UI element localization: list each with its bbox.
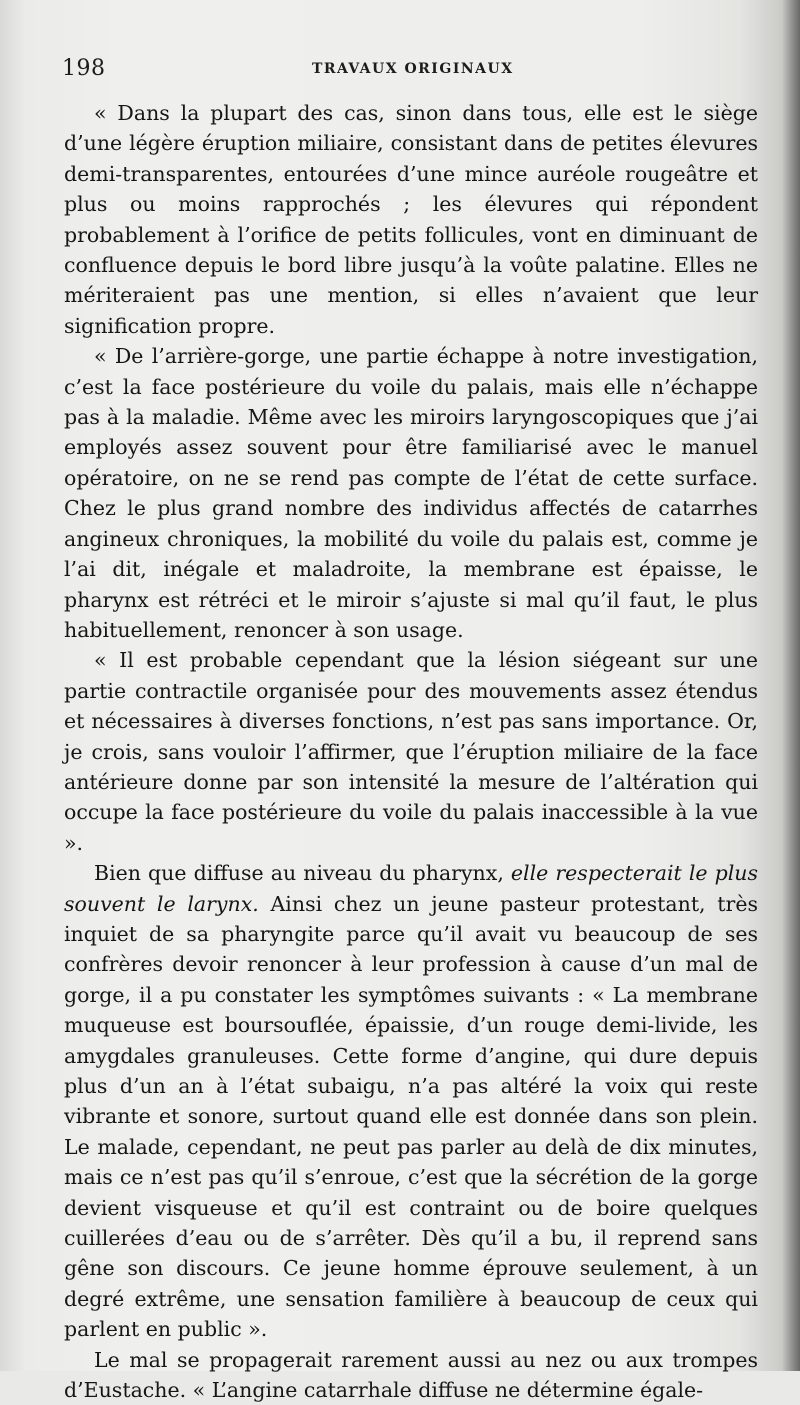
paragraph-5: Le mal se propagerait rarement aussi au nez ou aux trompes d’Eustache. « L’angine catarrhale diffuse ne détermine égale-	[64, 1347, 758, 1403]
page-number: 198	[62, 56, 106, 81]
paragraph-4	[64, 858, 758, 1345]
paragraph-4-italic: elle respecterait le plus souvent le larynx.	[64, 861, 758, 916]
paragraph-4-start: Bien que diffuse au niveau du pharynx,	[94, 861, 504, 886]
paragraph-2: « De l’arrière-gorge, une partie échappe à notre investigation, c’est la face postérieure du voile du palais, mais elle n’échappe pas à la maladie. Même avec les miroirs laryngoscopiques que j’ai employés assez souvent pour être familiarisé avec le manuel opératoire, on ne se rend pas compte de l’état de cette surface. Chez le plus grand nombre des individus affectés de catarrhes angineux chroniques, la mobilité du voile du palais est, comme je l’ai dit, inégale et maladroite, la membrane est épaisse, le pharynx est rétréci et le miroir s’ajuste si mal qu’il faut, le plus habituellement, renoncer à son usage.	[64, 344, 758, 642]
running-head: TRAVAUX ORIGINAUX	[312, 61, 514, 77]
binding-shadow	[782, 0, 800, 1371]
paragraph-4-rest: Ainsi chez un jeune pasteur protestant, très inquiet de sa pharyngite parce qu’il avait vu beaucoup de ses confrères devoir renoncer à leur profession à cause d’un mal de gorge, il a pu constater les symptômes suivants : « La membrane muqueuse est boursouflée, épaissie, d’un rouge demi-livide, les amygdales granuleuses. Cette forme d’angine, qui dure depuis plus d’un an à l’état subaigu, n’a pas altéré la voix qui reste vibrante et sonore, surtout quand elle est donnée dans son plein. Le malade, cependant, ne peut pas parler au delà de dix minutes, mais ce n’est pas qu’il s’enroue, c’est que la sécrétion de la gorge devient visqueuse et qu’il est contraint ou de boire quelques cuillerées d’eau ou de s’arrêter. Dès qu’il a bu, il reprend sans gêne son discours. Ce jeune homme éprouve seulement, à un degré extrême, une sensation familière à beaucoup de ceux qui parlent en public ».	[64, 891, 758, 1342]
page-body	[64, 98, 758, 1405]
paragraph-3: « Il est probable cependant que la lésion siégeant sur une partie contractile organisée pour des mouvements assez étendus et nécessaires à diverses fonctions, n’est pas sans importance. Or, je crois, sans vouloir l’affirmer, que l’éruption miliaire de la face antérieure donne par son intensité la mesure de l’altération qui occupe la face postérieure du voile du palais inaccessible à la vue ».	[64, 648, 758, 855]
paragraph-1: « Dans la plupart des cas, sinon dans tous, elle est le siège d’une légère éruption miliaire, consistant dans de petites élevures demi-transparentes, entourées d’une mince auréole rougeâtre et plus ou moins rapprochés ; les élevures qui répondent probablement à l’orifice de petits follicules, vont en diminuant de confluence depuis le bord libre jusqu’à la voûte palatine. Elles ne mériteraient pas une mention, si elles n’avaient que leur signification propre.	[64, 101, 758, 338]
page-header	[0, 56, 800, 86]
